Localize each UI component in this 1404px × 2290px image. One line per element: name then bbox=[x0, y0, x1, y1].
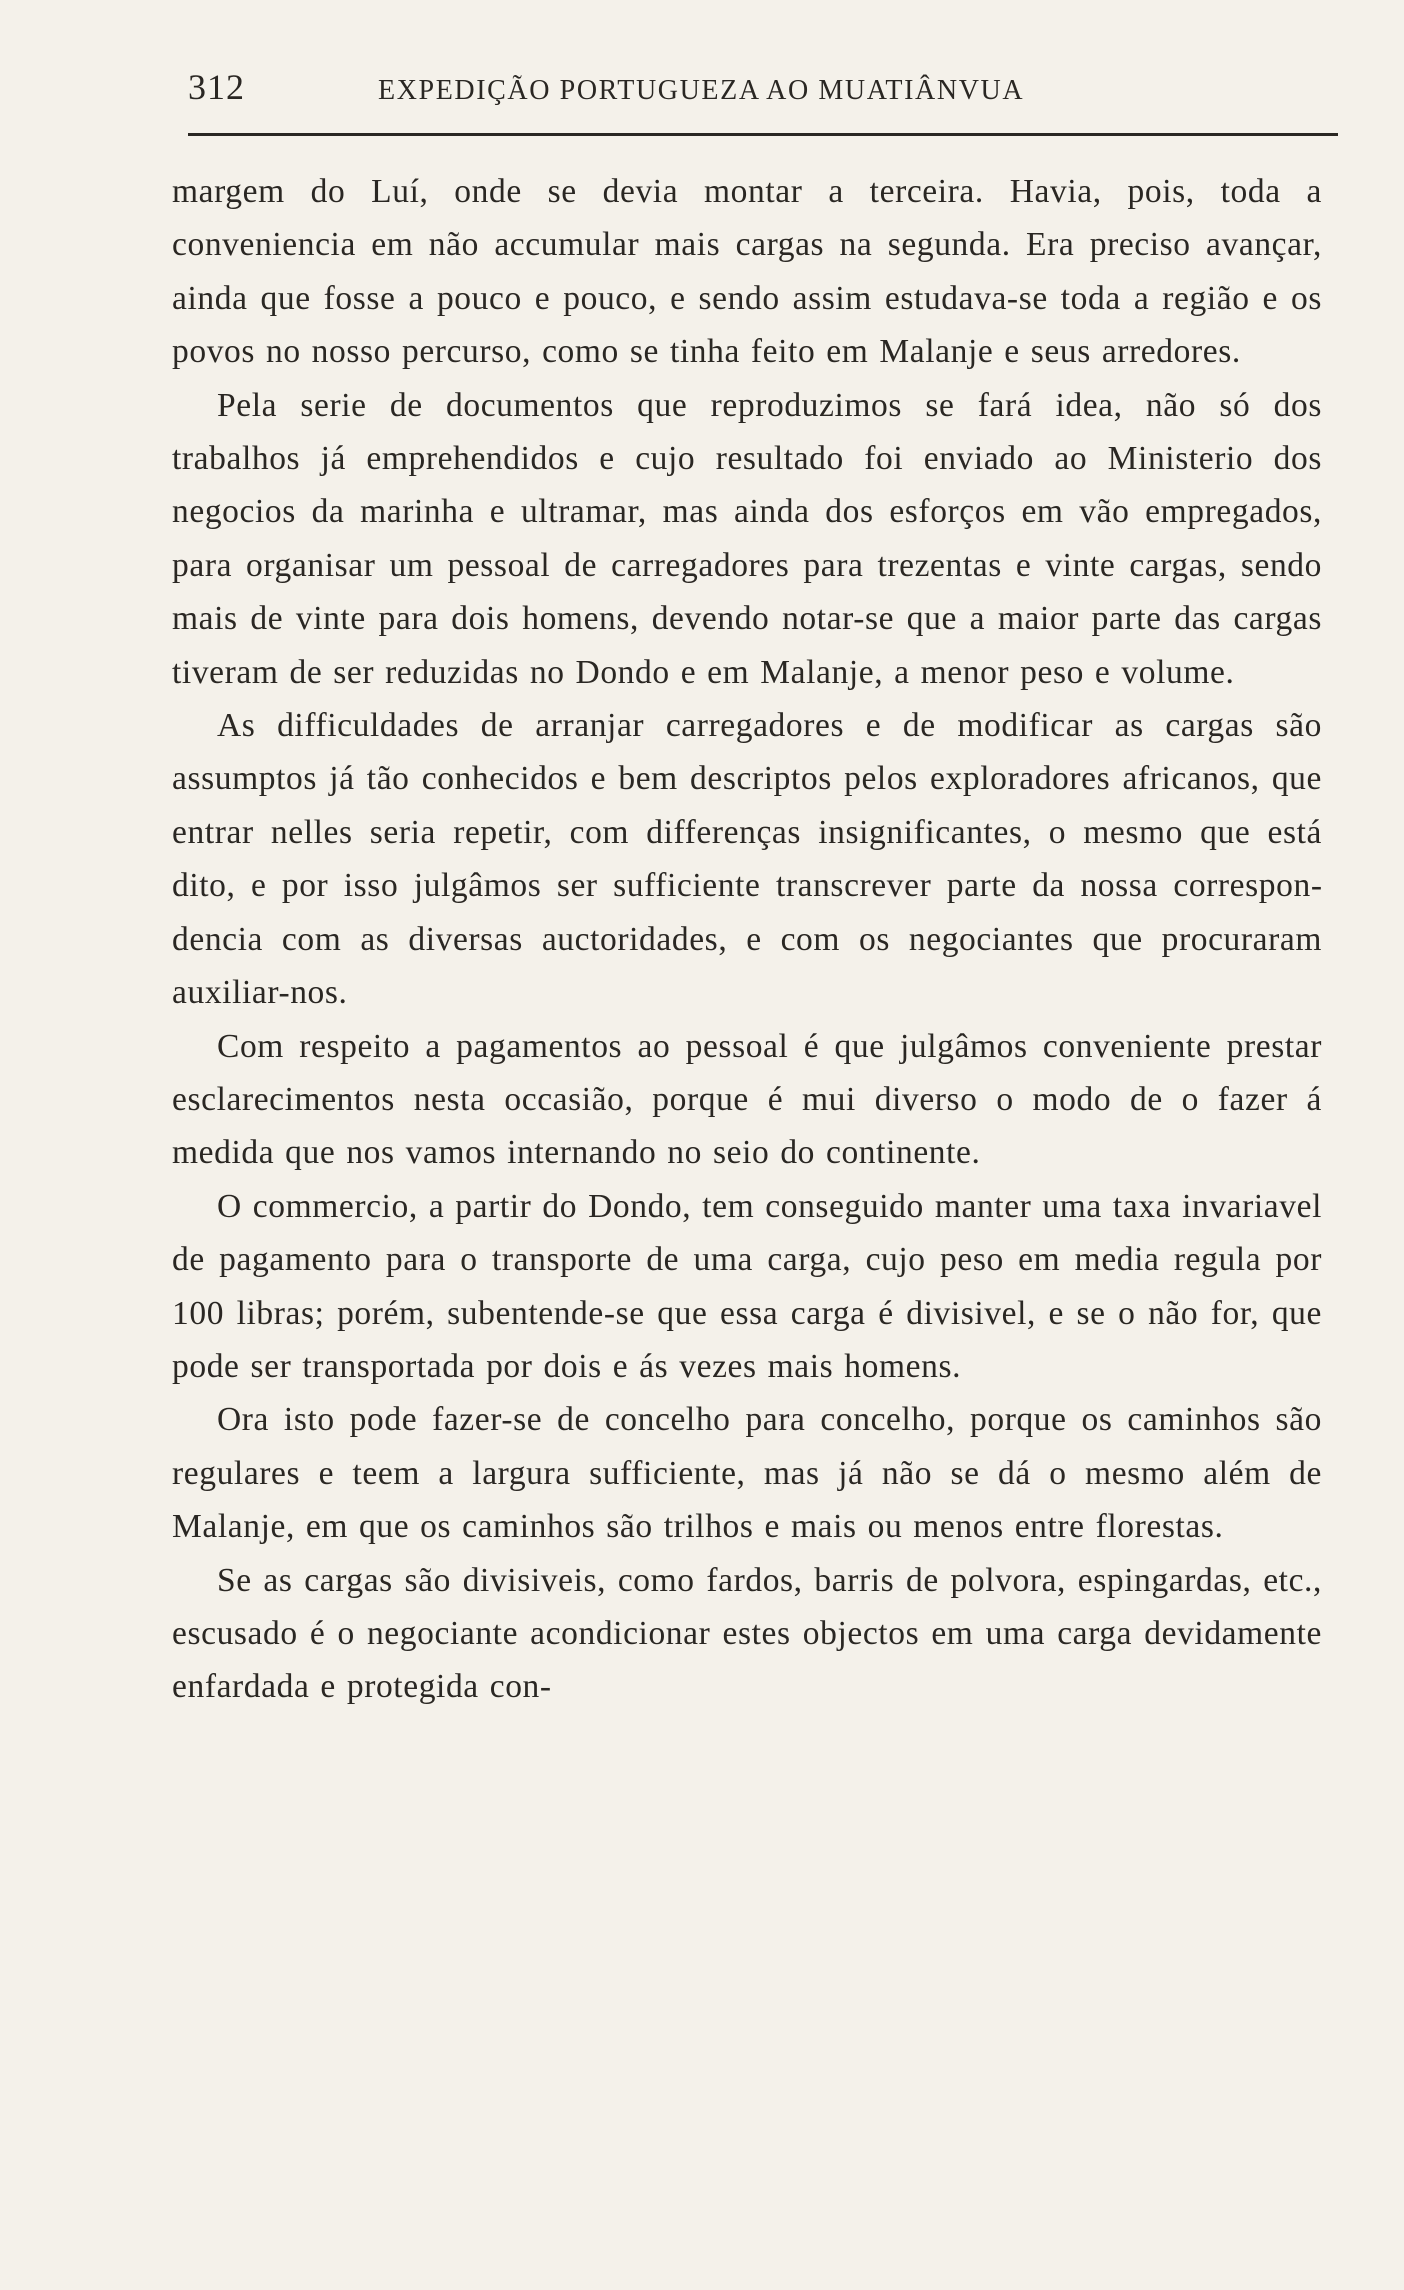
paragraph-1: margem do Luí, onde se devia montar a terceira. Havia, pois, toda a conveniencia em não accumular mais cargas na segunda. Era preciso avançar, ainda que fosse a pouco e pouco, e sendo assim estudava-se toda a região e os povos no nosso percurso, como se tinha feito em Malanje e seus arredores. bbox=[172, 173, 1322, 371]
page-header bbox=[188, 62, 1338, 122]
paragraph-6: Ora isto pode fazer-se de concelho para concelho, porque os caminhos são regulares e teem a largura sufficiente, mas já não se dá o mesmo além de Malanje, em que os caminhos são trilhos e mais ou menos entre florestas. bbox=[172, 1401, 1322, 1546]
page-number: 312 bbox=[188, 67, 245, 107]
paragraph-4: Com respeito a pagamentos ao pessoal é que julgâmos conveniente prestar esclarecimentos nesta occasião, porque é mui diverso o modo de o fazer á medida que nos vamos internando no seio do continente. bbox=[172, 1027, 1322, 1172]
paragraph-3: As difficuldades de arranjar carregadores e de modificar as cargas são assumptos já tão conhecidos e bem descriptos pelos exploradores africanos, que entrar nelles seria repetir, com differenças insignificantes, o mesmo que está dito, e por isso julgâmos ser sufficiente transcrever parte da nossa correspondencia com as diversas auctoridades, e com os negociantes que procuraram auxiliar-nos. bbox=[172, 707, 1322, 1012]
body-text bbox=[172, 165, 1322, 1714]
header-rule bbox=[188, 133, 1338, 136]
running-title: EXPEDIÇÃO PORTUGUEZA AO MUATIÂNVUA bbox=[378, 75, 1025, 106]
paragraph-7: Se as cargas são divisiveis, como fardos, barris de polvora, espingardas, etc., escusado é o negociante acondicionar estes objectos em uma carga devidamente enfardada e protegida con- bbox=[172, 1561, 1322, 1706]
paragraph-5: O commercio, a partir do Dondo, tem conseguido manter uma taxa invariavel de pagamento para o transporte de uma carga, cujo peso em media regula por 100 libras; porém, subentende-se que essa carga é divisivel, e se o não for, que pode ser transportada por dois e ás vezes mais homens. bbox=[172, 1187, 1322, 1385]
paragraph-2: Pela serie de documentos que reproduzimos se fará idea, não só dos trabalhos já emprehendidos e cujo resultado foi enviado ao Ministerio dos negocios da marinha e ultramar, mas ainda dos esforços em vão empregados, para organisar um pessoal de carregadores para trezentas e vinte cargas, sendo mais de vinte para dois homens, devendo notar-se que a maior parte das cargas tiveram de ser reduzidas no Dondo e em Malanje, a menor peso e volume. bbox=[172, 386, 1322, 691]
